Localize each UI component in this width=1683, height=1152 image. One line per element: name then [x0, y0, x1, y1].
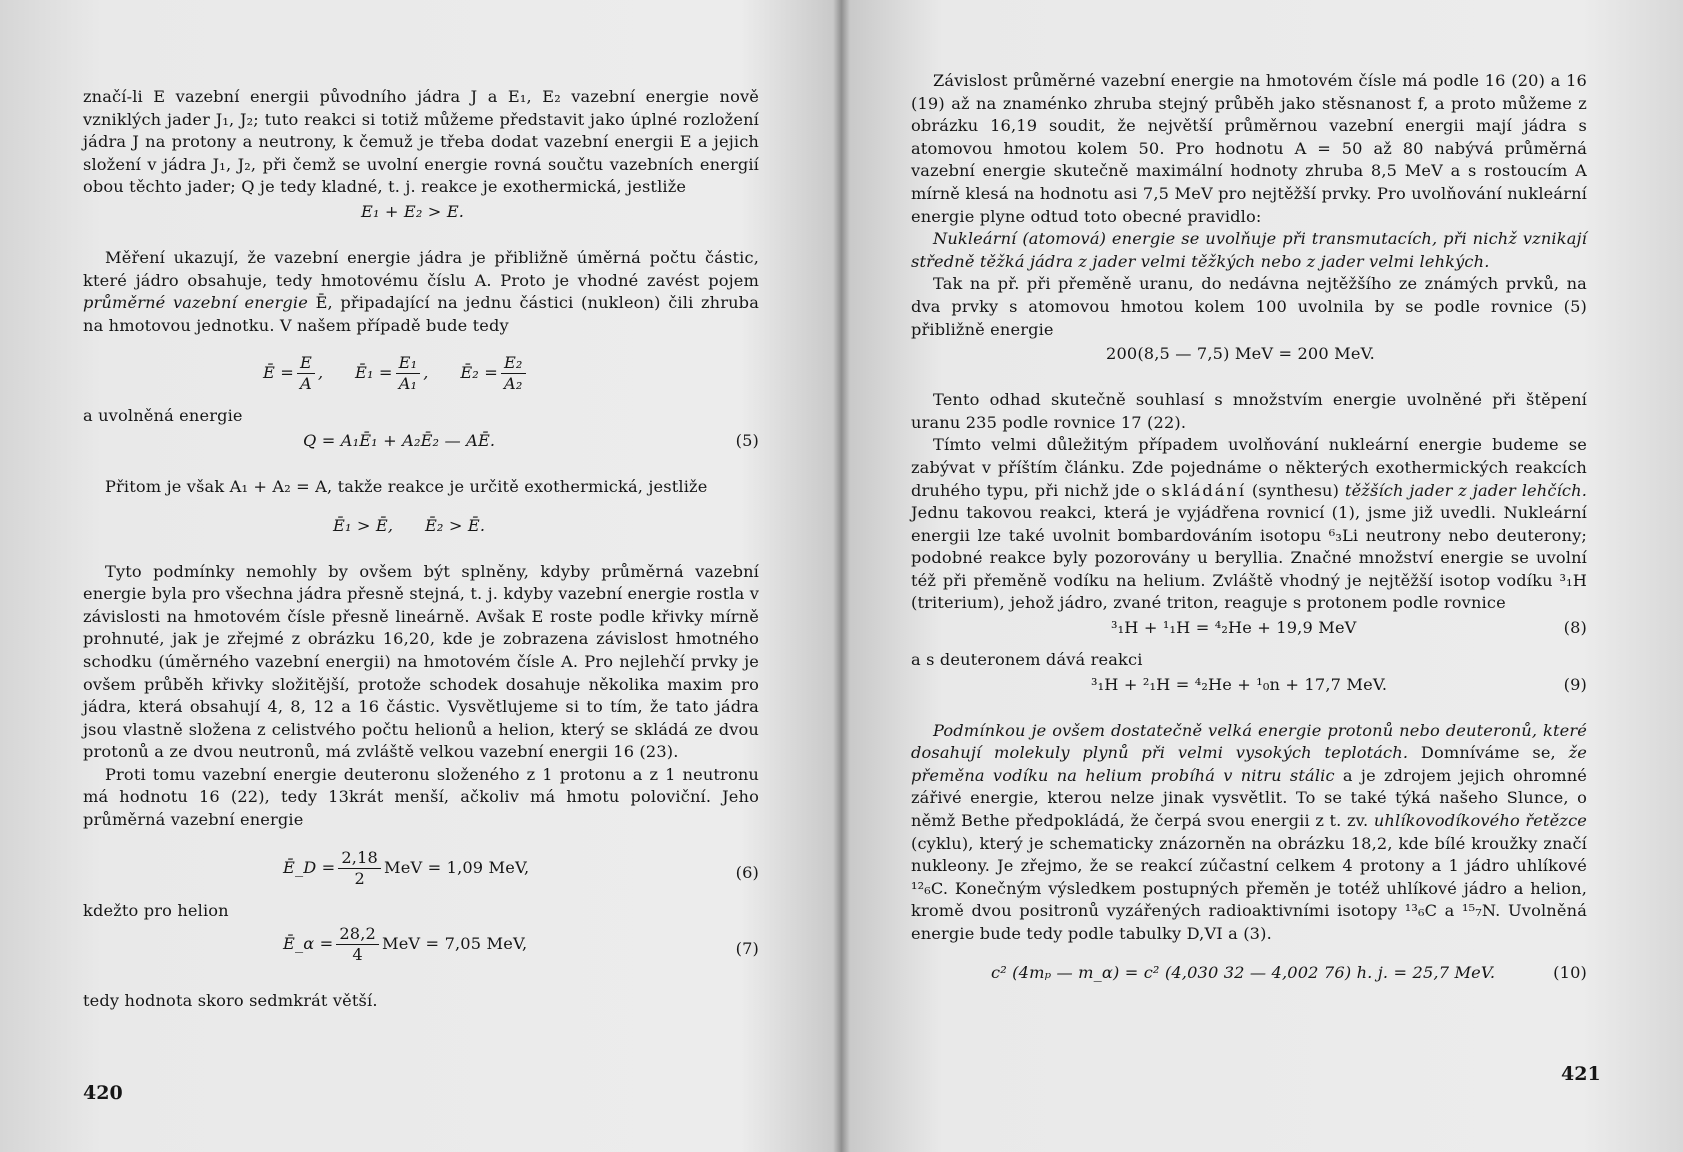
rule-italic: Nukleární (atomová) energie se uvolňuje při transmutacích, při nichž vznikají středně těžká jádra z jader velmi těžkých nebo z jader velmi lehkých.	[911, 229, 1587, 271]
page-number: 420	[83, 1082, 123, 1104]
equation-8: ³₁H + ¹₁H = ⁴₂He + 19,9 MeV (8)	[911, 617, 1587, 647]
page-number: 421	[1561, 1063, 1601, 1085]
paragraph: tedy hodnota skoro sedmkrát větší.	[83, 991, 378, 1011]
paragraph: značí-li E vazební energii původního jádra J a E₁, E₂ vazební energie nově vzniklých jader J₁, J₂; tuto reakci si totiž můžeme představit jako úplné rozložení jádra J na protony a neutrony, k čemuž je třeba dodat vazební energii E a jejich složení v jádra J₁, J₂, při čemž se uvolní energie rovná součtu vazebních energií obou těchto jader; Q je tedy kladné, t. j. reakce je exothermická, jestliže	[83, 87, 759, 197]
equation-number: (9)	[1563, 674, 1587, 694]
paragraph: Tak na př. při přeměně uranu, do nedávna nejtěžšího ze známých prvků, na dva prvky s atomovou hmotou kolem 100 uvolnila by se podle rovnice (5) přibližně energie	[911, 274, 1587, 339]
paragraph: Tento odhad skutečně souhlasí s množstvím energie uvolněné při štěpení uranu 235 podle rovnice 17 (22).	[911, 390, 1587, 432]
equation-number: (6)	[735, 862, 759, 882]
equation-5: Q = A₁Ē₁ + A₂Ē₂ — AĒ. (5)	[83, 430, 759, 460]
italic-term: těžších jader z jader lehčích.	[1344, 480, 1587, 500]
equation-number: (8)	[1563, 618, 1587, 638]
paragraph: Proti tomu vazební energie deuteronu složeného z 1 protonu a z 1 neutronu má hodnotu 16 (22), tedy 13krát menší, ačkoliv má hmotu poloviční. Jeho průměrná vazební energie	[83, 764, 759, 830]
equation-9: ³₁H + ²₁H = ⁴₂He + ¹₀n + 17,7 MeV. (9)	[911, 674, 1587, 704]
lead-text: kdežto pro helion	[83, 900, 229, 920]
equation-inequality-averages: Ē₁ > Ē, Ē₂ > Ē.	[333, 515, 486, 535]
equation-number: (7)	[735, 939, 759, 959]
equation-uranium: 200(8,5 — 7,5) MeV = 200 MeV.	[1106, 344, 1375, 364]
left-text-column	[83, 86, 759, 1013]
paragraph: Přitom je však A₁ + A₂ = A, takže reakce je určitě exothermická, jestliže	[105, 476, 708, 496]
paragraph: Měření ukazují, že vazební energie jádra je přibližně úměrná počtu částic, které jádro obsahuje, tedy hmotovému číslu A. Proto je vhodné zavést pojem průměrné vazební energie Ē, připadající na jednu částici (nukleon) čili zhruba na hmotovou jednotku. V našem případě bude tedy	[83, 247, 759, 335]
right-page	[845, 0, 1683, 1152]
lead-text: a s deuteronem dává reakci	[911, 650, 1143, 670]
equation-inequality-energies: E₁ + E₂ > E.	[361, 201, 465, 221]
spaced-term: skládání	[1161, 480, 1246, 500]
equation-number: (5)	[735, 430, 759, 450]
right-text-column	[911, 70, 1587, 994]
paragraph: Závislost průměrné vazební energie na hmotovém čísle má podle 16 (20) a 16 (19) až na znaménko zhruba stejný průběh jako stěsnanost f, a proto můžeme z obrázku 16,19 soudit, že největší průměrnou vazební energii mají jádra s atomovou hmotou kolem 50. Pro hodnotu A = 50 až 80 nabývá průměrná vazební energie skutečně maximální hodnoty zhruba 8,5 MeV a s rostoucím A mírně klesá na hodnotu asi 7,5 MeV pro nejtěžší prvky. Pro uvolňování nukleární energie plyne odtud toto obecné pravidlo:	[911, 71, 1587, 226]
lead-text: a uvolněná energie	[83, 406, 243, 426]
left-page	[0, 0, 838, 1152]
paragraph: Podmínkou je ovšem dostatečně velká energie protonů nebo deuteronů, které dosahují molekuly plynů při velmi vysokých teplotách. Domníváme se, že přeměna vodíku na helium probíhá v nitru stálic a je zdrojem jejich ohromné zářivé energie, kterou nelze jinak vysvětlit. To se také týká našeho Slunce, o němž Bethe předpokládá, že čerpá svou energii z t. zv. uhlíkovodíkového řetězce (cyklu), který je schematicky znázorněn na obrázku 18,2, kde bílé kroužky značí nukleony. Je zřejmo, že se reakcí zúčastní celkem 4 protony a 1 jádro uhlíkové ¹²₆C. Konečným výsledkem postupných přeměn je totéž uhlíkové jádro a helion, kromě dvou positronů vyzářených radioaktivními isotopy ¹³₆C a ¹⁵₇N. Uvolněná energie bude tedy podle tabulky D,VI a (3).	[911, 720, 1588, 943]
paragraph: Tyto podmínky nemohly by ovšem být splněny, kdyby průměrná vazební energie byla pro všechna jádra přesně stejná, t. j. kdyby vazební energie rostla v závislosti na hmotovém čísle přesně lineárně. Avšak E roste podle křivky mírně prohnuté, jak je zřejmé z obrázku 16,20, kde je zobrazena závislost hmotného schodku (úměrného vazební energii) na hmotovém čísle A. Pro nejlehčí prvky je ovšem průběh křivky složitější, protože schodek dosahuje několika maxim pro jádra, která obsahují 4, 8, 12 a 16 částic. Vysvětlujeme si to tím, že tato jádra jsou vlastně složena z celistvého počtu helionů a helion, který se skládá ze dvou protonů a ze dvou neutronů, má zvláště velkou vazební energii 16 (23).	[83, 561, 759, 762]
equation-10: c² (4mₚ — m_α) = c² (4,030 32 — 4,002 76) h. j. = 25,7 MeV. (10)	[911, 962, 1587, 992]
paragraph: Tímto velmi důležitým případem uvolňování nukleární energie budeme se zabývat v příštím článku. Zde pojednáme o některých exothermických reakcích druhého typu, při nichž jde o skládání (synthesu) těžších jader z jader lehčích. Jednu takovou reakci, která je vyjádřena rovnicí (1), jsme již uvedli. Nukleární energii lze také uvolnit bombardováním isotopu ⁶₃Li neutrony nebo deuterony; podobné reakce byly pozorovány u beryllia. Značné množství energie se uvolní též při přeměně vodíku na helium. Zvláště vhodný je nejtěžší isotop vodíku ³₁H (triterium), jehož jádro, zvané triton, reaguje s protonem podle rovnice	[911, 435, 1587, 613]
equation-6: Ē_D = $\frac{2,18}{2}$ MeV = 1,09 MeV, (6)	[283, 847, 759, 888]
equation-7: Ē_α = $\frac{28,2}{4}$ MeV = 7,05 MeV, (7)	[283, 924, 759, 965]
equation-number: (10)	[1553, 962, 1587, 982]
equation-average-energies: Ē = $\frac{E}{A}$ , Ē₁ = $\frac{\text{E₁}}{\text{A₁}}$ , Ē₂ = $\frac{\text{E₂}}{\text{A₂}}$	[83, 353, 759, 403]
italic-term: průměrné vazební energie	[83, 293, 308, 313]
